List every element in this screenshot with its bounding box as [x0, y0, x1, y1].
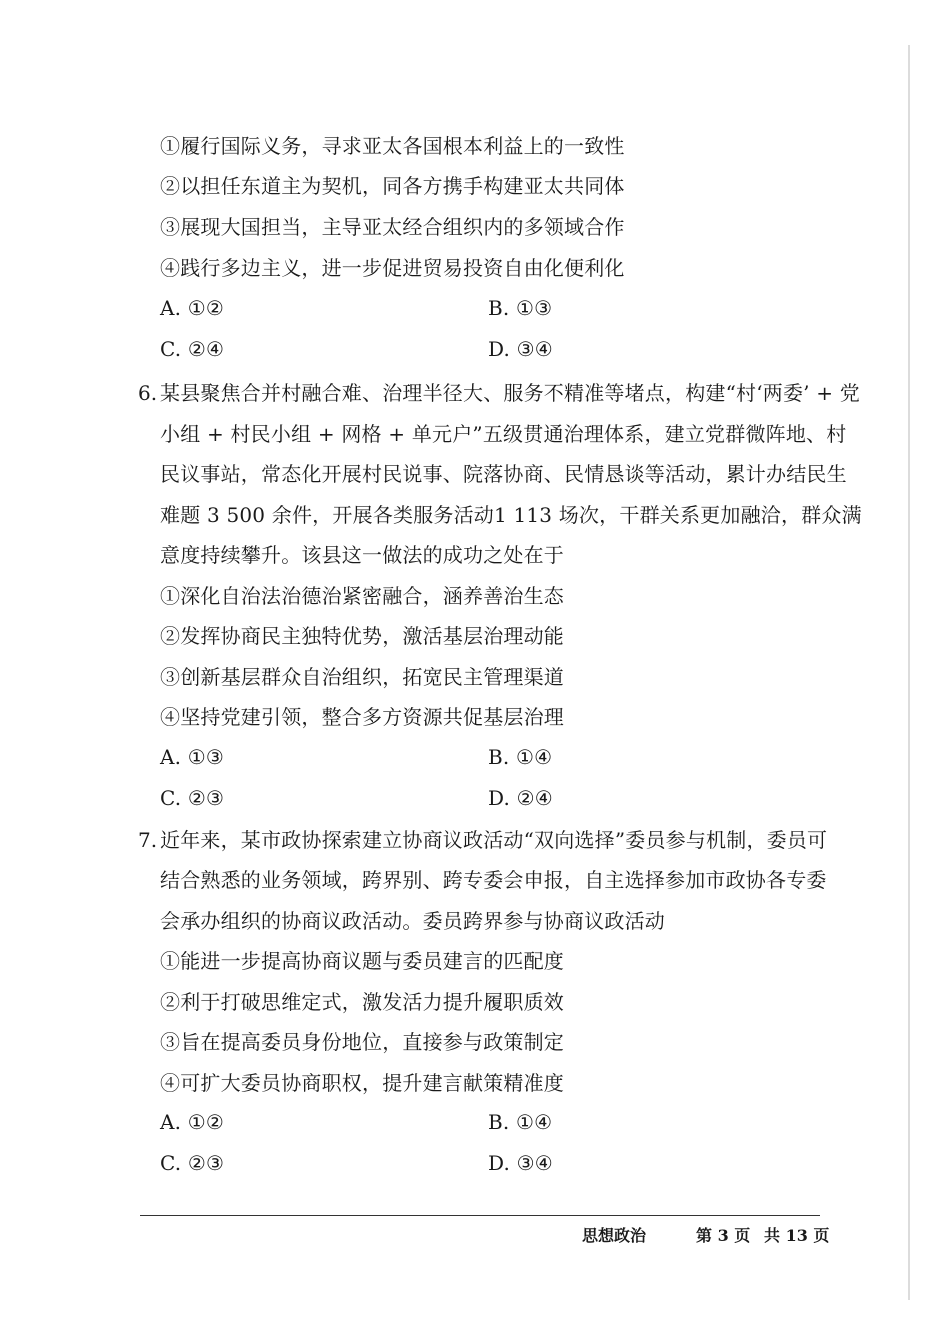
q7-choice-d: D. ③④: [488, 1151, 553, 1175]
q6-statement-2: ②发挥协商民主独特优势，激活基层治理动能: [160, 624, 564, 648]
q6-choice-b: B. ①④: [488, 745, 553, 769]
footer-subject: 思想政治: [582, 1226, 647, 1245]
q6-choice-c: C. ②③: [160, 786, 225, 810]
footer-page-number: 第 3 页: [696, 1226, 751, 1245]
q7-stem-line-3: 会承办组织的协商议政活动。委员跨界参与协商议政活动: [160, 909, 665, 933]
q6-stem-line-4: 难题 3 500 余件，开展各类服务活动1 113 场次，干群关系更加融洽，群众满: [160, 503, 862, 527]
q5-statement-3: ③展现大国担当，主导亚太经合组织内的多领域合作: [160, 215, 625, 239]
q6-number: 6.: [138, 381, 158, 405]
q5-choice-c: C. ②④: [160, 337, 225, 361]
q5-statement-1: ①履行国际义务，寻求亚太各国根本利益上的一致性: [160, 134, 625, 158]
q7-choice-a: A. ①②: [160, 1110, 225, 1134]
footer-total-pages: 共 13 页: [764, 1226, 830, 1245]
q6-stem-line-2: 小组 + 村民小组 + 网格 + 单元户”五级贯通治理体系，建立党群微阵地、村: [160, 422, 847, 446]
q6-stem-line-5: 意度持续攀升。该县这一做法的成功之处在于: [160, 543, 564, 567]
q5-statement-2: ②以担任东道主为契机，同各方携手构建亚太共同体: [160, 174, 625, 198]
q5-choice-d: D. ③④: [488, 337, 553, 361]
q7-stem-line-2: 结合熟悉的业务领域，跨界别、跨专委会申报，自主选择参加市政协各专委: [160, 868, 827, 892]
q7-choice-b: B. ①④: [488, 1110, 553, 1134]
q6-choice-a: A. ①③: [160, 745, 225, 769]
q7-stem-line-1: 近年来，某市政协探索建立协商议政活动“双向选择”委员参与机制，委员可: [160, 828, 828, 852]
q6-statement-3: ③创新基层群众自治组织，拓宽民主管理渠道: [160, 665, 564, 689]
q6-choice-d: D. ②④: [488, 786, 553, 810]
q6-statement-4: ④坚持党建引领，整合多方资源共促基层治理: [160, 705, 564, 729]
q5-choice-a: A. ①②: [160, 296, 225, 320]
q5-statement-4: ④践行多边主义，进一步促进贸易投资自由化便利化: [160, 256, 625, 280]
q5-choice-b: B. ①③: [488, 296, 553, 320]
q7-statement-4: ④可扩大委员协商职权，提升建言献策精准度: [160, 1071, 564, 1095]
q6-stem-line-1: 某县聚焦合并村融合难、治理半径大、服务不精准等堵点，构建“村‘两委’ + 党: [160, 381, 861, 405]
scan-edge-line: [908, 45, 910, 1300]
q7-choice-c: C. ②③: [160, 1151, 225, 1175]
q6-statement-1: ①深化自治法治德治紧密融合，涵养善治生态: [160, 584, 564, 608]
footer-rule: [140, 1215, 820, 1216]
q7-statement-3: ③旨在提高委员身份地位，直接参与政策制定: [160, 1030, 564, 1054]
q6-stem-line-3: 民议事站，常态化开展村民说事、院落协商、民情恳谈等活动，累计办结民生: [160, 462, 847, 486]
q7-statement-1: ①能进一步提高协商议题与委员建言的匹配度: [160, 949, 564, 973]
q7-statement-2: ②利于打破思维定式，激发活力提升履职质效: [160, 990, 564, 1014]
q7-number: 7.: [138, 828, 158, 852]
